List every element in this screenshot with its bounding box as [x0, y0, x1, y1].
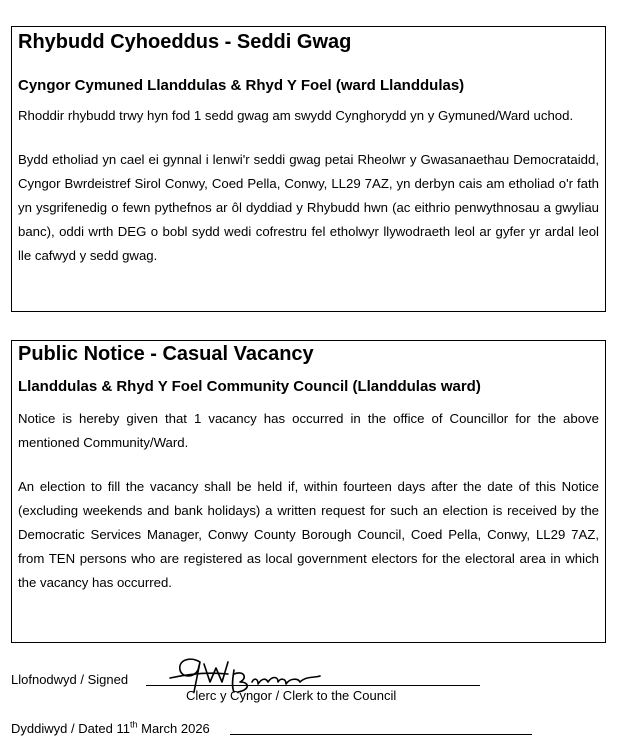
english-title: Public Notice - Casual Vacancy — [18, 343, 314, 365]
dated-ordinal: th — [130, 719, 138, 730]
english-paragraph-1: Notice is hereby given that 1 vacancy has occurred in the office of Councillor for the above mentioned Community/Ward. — [18, 411, 599, 450]
english-notice-box — [11, 340, 606, 643]
welsh-paragraph-2: Bydd etholiad yn cael ei gynnal i lenwi'r seddi gwag petai Rheolwr y Gwasanaethau Democrataidd, Cyngor Bwrdeistref Sirol Conwy, Coed Pella, Conwy, LL29 7AZ, yn derbyn cais am etholiad o'r fath yn ysgrifenedig o fewn pythefnos ar ôl dyddiad y Rhybudd hwn (ac eithrio penwythnosau a gwyliau banc), oddi wrth DEG o bobl sydd wedi cofrestru fel etholwyr llywodraeth leol ar gyfer yr ardal leol lle cafwyd y sedd gwag. — [18, 152, 599, 263]
english-paragraph-2: An election to fill the vacancy shall be held if, within fourteen days after the date of this Notice (excluding weekends and bank holidays) a written request for such an election is received by the Democratic Services Manager, Conwy County Borough Council, Coed Pella, Conwy, LL29 7AZ, from TEN persons who are registered as local government electors for the electoral area in which the vacancy has occurred. — [18, 479, 599, 590]
clerk-role-label: Clerc y Cyngor / Clerk to the Council — [186, 688, 397, 703]
dated-label — [11, 721, 210, 737]
dated-suffix: March 2026 — [137, 721, 210, 736]
welsh-paragraph-1: Rhoddir rhybudd trwy hyn fod 1 sedd gwag am swydd Cynghorydd yn y Gymuned/Ward uchod. — [18, 108, 574, 123]
welsh-council-name: Cyngor Cymuned Llanddulas & Rhyd Y Foel (ward Llanddulas) — [18, 77, 465, 94]
date-line — [230, 734, 532, 735]
dated-prefix: Dyddiwyd / Dated 11 — [11, 721, 130, 736]
english-council-name: Llanddulas & Rhyd Y Foel Community Council (Llanddulas ward) — [18, 378, 481, 395]
welsh-notice-box — [11, 26, 606, 312]
signed-label: Llofnodwyd / Signed — [11, 672, 129, 687]
welsh-title: Rhybudd Cyhoeddus - Seddi Gwag — [18, 31, 352, 53]
